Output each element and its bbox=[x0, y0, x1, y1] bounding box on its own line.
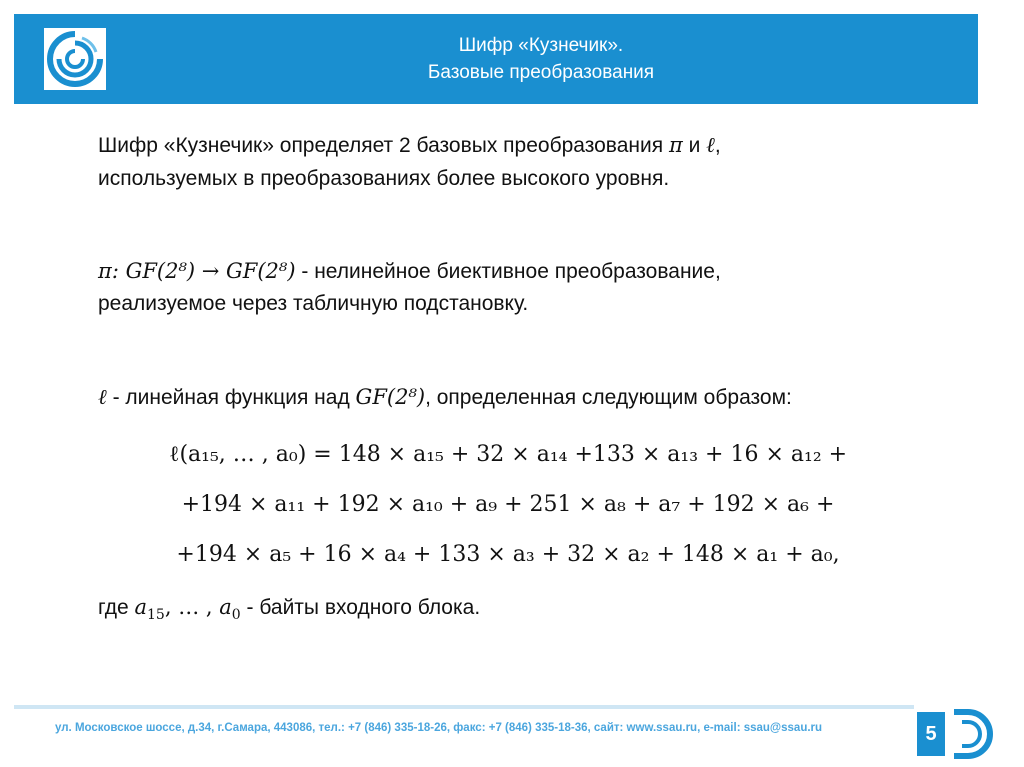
pi-def-mapping: : GF(2⁸) → GF(2⁸) bbox=[111, 259, 296, 283]
where-text1: где bbox=[98, 596, 135, 619]
intro-line-2: используемых в преобразованиях более высокого уровня. bbox=[98, 167, 670, 190]
slide-title-line2: Базовые преобразования bbox=[427, 62, 655, 83]
footer-divider bbox=[14, 705, 914, 709]
pi-def-symbol: π bbox=[98, 259, 112, 283]
formula-line-3: +194 × a₅ + 16 × a₄ + 133 × a₃ + 32 × a₂ + 148 × a₁ + a₀, bbox=[176, 542, 840, 567]
page-number: 5 bbox=[917, 712, 945, 756]
footer-logo-icon bbox=[948, 708, 1004, 760]
intro-text: Шифр «Кузнечик» определяет 2 базовых преобразования bbox=[98, 134, 669, 157]
formula-line-2: +194 × a₁₁ + 192 × a₁₀ + a₉ + 251 × a₈ + a₇ + 192 × a₆ + bbox=[181, 492, 835, 517]
ell-def-text2: , определенная следующим образом: bbox=[425, 386, 792, 409]
header-bar bbox=[14, 14, 978, 104]
intro-line-1 bbox=[98, 130, 721, 161]
where-line bbox=[98, 592, 480, 631]
intro-and: и bbox=[682, 134, 707, 157]
slide-title bbox=[124, 32, 958, 86]
ell-def-text1: - линейная функция над bbox=[106, 386, 356, 409]
ell-def-symbol: ℓ bbox=[98, 385, 107, 409]
slide-title-line1: Шифр «Кузнечик». bbox=[458, 35, 624, 56]
where-a0: a bbox=[219, 595, 232, 619]
intro-comma: , bbox=[714, 134, 721, 157]
where-text2: - байты входного блока. bbox=[240, 596, 481, 619]
ell-definition bbox=[98, 382, 792, 413]
formula-line-1: ℓ(a₁₅, … , a₀) = 148 × a₁₅ + 32 × a₁₄ +133 × a₁₃ + 16 × a₁₂ + bbox=[168, 442, 848, 467]
university-logo bbox=[44, 28, 106, 90]
where-sub15: 15 bbox=[147, 607, 165, 624]
where-ellipsis: , … , bbox=[164, 595, 220, 619]
pi-def-text: - нелинейное биективное преобразование, bbox=[295, 260, 721, 283]
where-a15: a bbox=[134, 595, 148, 619]
footer-address: ул. Московское шоссе, д.34, г.Самара, 443086, тел.: +7 (846) 335-18-26, факс: +7 (846) 335-18-36, сайт: www.ssau.ru, e-mail: ssau@ssau.ru bbox=[55, 722, 823, 734]
pi-definition-line-1 bbox=[98, 256, 721, 287]
ell-def-field: GF(2⁸) bbox=[355, 385, 426, 409]
ell-symbol: ℓ bbox=[706, 133, 715, 157]
where-sub0: 0 bbox=[231, 607, 241, 624]
pi-symbol: π bbox=[668, 133, 683, 157]
pi-definition-line-2: реализуемое через табличную подстановку. bbox=[98, 292, 529, 315]
ssau-logo-icon bbox=[44, 28, 106, 90]
